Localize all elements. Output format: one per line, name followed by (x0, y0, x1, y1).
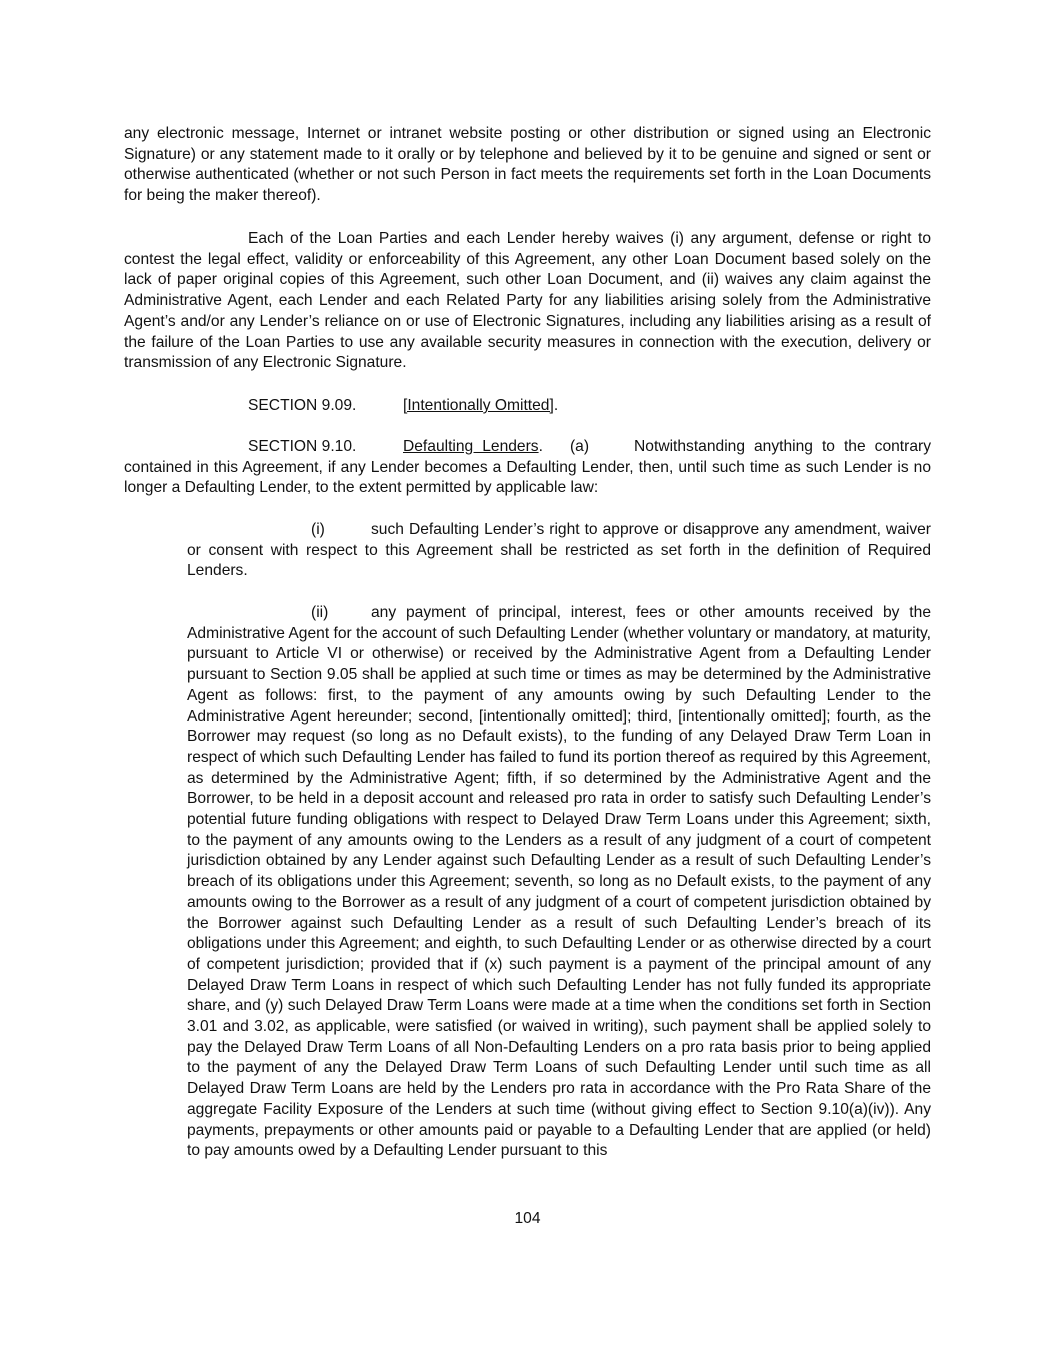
section-9-10-number: SECTION 9.10. (248, 438, 357, 455)
clause-i (187, 520, 931, 582)
clause-i-text: such Defaulting Lender’s right to approve or disapprove any amendment, waiver or consent with respect to this Agreement shall be restricted as set forth in the definition of Required Lenders. (187, 521, 931, 580)
paragraph-waiver: Each of the Loan Parties and each Lender hereby waives (i) any argument, defense or right to contest the legal effect, validity or enforceability of this Agreement, any other Loan Document based solely on the lack of paper original copies of this Agreement, such other Loan Document, and (ii) waives any claim against the Administrative Agent, each Lender and each Related Party for any liabilities arising solely from the Administrative Agent’s and/or any Lender’s reliance on or use of Electronic Signatures, including any liabilities arising as a result of the failure of the Loan Parties to use any available security measures in connection with the execution, delivery or transmission of any Electronic Signature. (124, 230, 931, 372)
section-9-09-number: SECTION 9.09. (248, 397, 357, 414)
clause-ii-label: (ii) (311, 604, 329, 621)
section-9-10-title-period: . (538, 438, 543, 455)
clause-ii-text: any payment of principal, interest, fees or other amounts received by the Administrative Agent for the account of such Defaulting Lender (whether voluntary or mandatory, at maturity, pursuant to Article VI or otherwise) or received by the Administrative Agent from a Defaulting Lender pursuant to Section 9.05 shall be applied at such time or times as may be determined by the Administrative Agent as follows: first, to the payment of any amounts owing by such Defaulting Lender to the Administrative Agent hereunder; second, [intentionally omitted]; third, [intentionally omitted]; fourth, as the Borrower may request (so long as no Default exists), to the funding of any Delayed Draw Term Loan in respect of which such Defaulting Lender has failed to fund its portion thereof as required by this Agreement, as determined by the Administrative Agent; fifth, if so determined by the Administrative Agent and the Borrower, to be held in a deposit account and released pro rata in order to satisfy such Defaulting Lender’s potential future funding obligations with respect to Delayed Draw Term Loans under this Agreement; sixth, to the payment of any amounts owing to the Lenders as a result of any judgment of a court of competent jurisdiction obtained by any Lender against such Defaulting Lender as a result of such Defaulting Lender’s breach of its obligations under this Agreement; seventh, so long as no Default exists, to the payment of any amounts owing to the Borrower as a result of any judgment of a court of competent jurisdiction obtained by the Borrower against such Defaulting Lender as a result of such Defaulting Lender’s breach of its obligations under this Agreement; and eighth, to such Defaulting Lender or as otherwise directed by a court of competent jurisdiction; provided that if (x) such payment is a payment of the principal amount of any Delayed Draw Term Loans in respect of which such Defaulting Lender has not fully funded its appropriate share, and (y) such Delayed Draw Term Loans were made at a time when the conditions set forth in Section 3.01 and 3.02, as applicable, were satisfied (or waived in writing), such payment shall be applied solely to pay the Delayed Draw Term Loans of all Non-Defaulting Lenders on a pro rata basis prior to being applied to the payment of any the Delayed Draw Term Loans of such Defaulting Lender until such time as all Delayed Draw Term Loans are held by the Lenders pro rata in accordance with the Pro Rata Share of the aggregate Facility Exposure of the Lenders at such time (without giving effect to Section 9.10(a)(iv)). Any payments, prepayments or other amounts paid or payable to a Defaulting Lender that are applied (or held) to pay amounts owed by a Defaulting Lender pursuant to this (187, 604, 931, 1160)
section-9-10-paragraph (124, 437, 931, 499)
clause-i-label: (i) (311, 521, 325, 538)
section-9-09-title: [Intentionally Omitted] (403, 397, 554, 414)
section-9-10-title: Defaulting Lenders (403, 438, 539, 455)
paragraph-continuation: any electronic message, Internet or intranet website posting or other distribution or signed using an Electronic Signature) or any statement made to it orally or by telephone and believed by it to be genuine and signed or sent or otherwise authenticated (whether or not such Person in fact meets the requirements set forth in the Loan Documents for being the maker thereof). (124, 125, 931, 205)
section-9-10-body: Notwithstanding anything to the contrary contained in this Agreement, if any Lender becomes a Defaulting Lender, then, until such time as such Lender is no longer a Defaulting Lender, to the extent permitted by applicable law: (124, 438, 931, 497)
section-9-09-period: . (553, 397, 559, 414)
section-9-09-heading (248, 396, 558, 417)
page-number: 104 (514, 1210, 541, 1227)
section-9-10-lead: (a) (569, 438, 590, 455)
clause-ii (187, 603, 931, 1162)
